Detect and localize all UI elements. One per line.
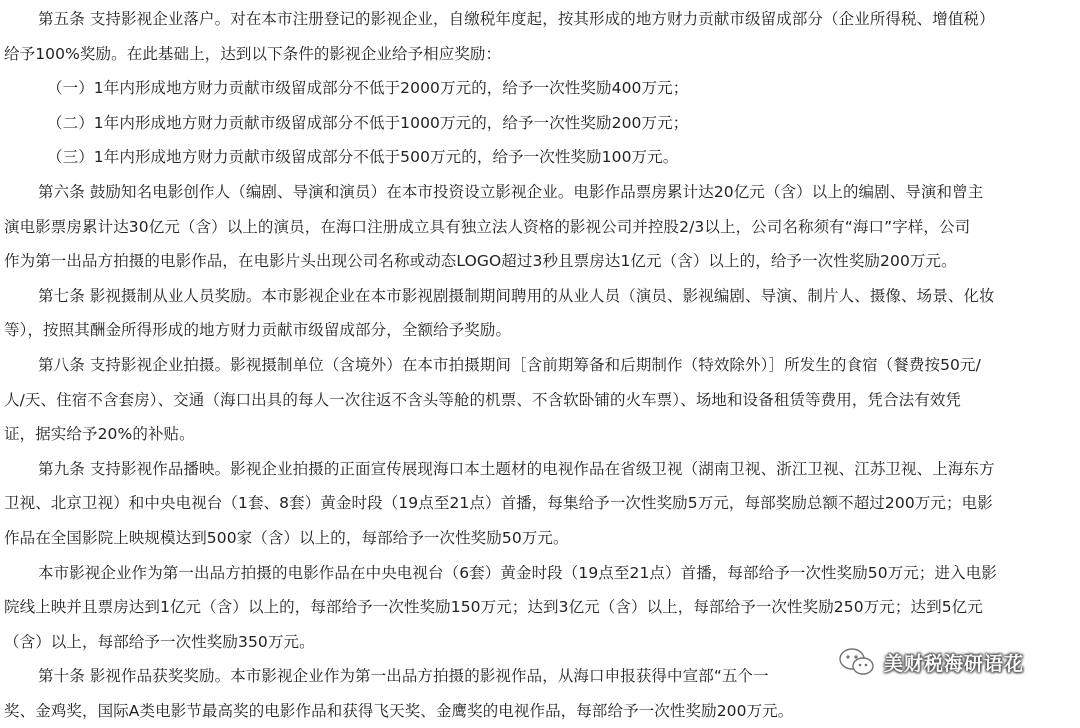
article-6-line-2: 演电影票房累计达30亿元（含）以上的演员，在海口注册成立具有独立法人资格的影视公司并控股2/3以上，公司名称须有“海口”字样，公司 bbox=[4, 217, 971, 236]
article-9-line-1: 第九条 支持影视作品播映。影视企业拍摄的正面宣传展现海口本土题材的电视作品在省级卫视（湖南卫视、浙江卫视、江苏卫视、上海东方 bbox=[38, 459, 995, 478]
document-body bbox=[0, 2, 1080, 728]
article-10-line-2: 奖、金鸡奖，国际A类电影节最高奖的电影作品和获得飞天奖、金鹰奖的电视作品，每部给予一次性奖励200万元。 bbox=[4, 701, 794, 720]
article-5-item-3: （三）1年内形成地方财力贡献市级留成部分不低于500万元的，给予一次性奖励100万元。 bbox=[47, 148, 679, 167]
article-9-para-2-line-1: 本市影视企业作为第一出品方拍摄的电影作品在中央电视台（6套）黄金时段（19点至21点）首播，每部给予一次性奖励50万元；进入电影 bbox=[38, 563, 997, 582]
article-7-line-2: 等），按照其酬金所得形成的地方财力贡献市级留成部分，全额给予奖励。 bbox=[4, 321, 512, 340]
watermark bbox=[838, 645, 1024, 679]
watermark-text: 美财税海研语花 bbox=[884, 652, 1025, 675]
article-8-line-1: 第八条 支持影视企业拍摄。影视摄制单位（含境外）在本市拍摄期间［含前期筹备和后期制作（特效除外）］所发生的食宿（餐费按50元/ bbox=[38, 355, 981, 374]
article-8-line-2: 人/天、住宿不含套房）、交通（海口出具的每人一次往返不含头等舱的机票、不含软卧铺的火车票）、场地和设备租赁等费用，凭合法有效凭 bbox=[4, 390, 962, 409]
article-9-line-3: 作品在全国影院上映规模达到500家（含）以上的，每部给予一次性奖励50万元。 bbox=[4, 528, 569, 547]
article-8-line-3: 证，据实给予20%的补贴。 bbox=[4, 425, 195, 444]
wechat-icon bbox=[838, 647, 876, 677]
article-5-line-2: 给予100%奖励。在此基础上，达到以下条件的影视企业给予相应奖励： bbox=[4, 44, 502, 63]
article-5-line-1: 第五条 支持影视企业落户。对在本市注册登记的影视企业，自缴税年度起，按其形成的地方财力贡献市级留成部分（企业所得税、增值税） bbox=[38, 10, 995, 28]
article-5-item-1: （一）1年内形成地方财力贡献市级留成部分不低于2000万元的，给予一次性奖励400万元； bbox=[47, 79, 689, 98]
article-9-line-2: 卫视、北京卫视）和中央电视台（1套、8套）黄金时段（19点至21点）首播，每集给予一次性奖励5万元，每部奖励总额不超过200万元；电影 bbox=[4, 494, 993, 513]
article-9-para-2-line-2: 院线上映并且票房达到1亿元（含）以上的，每部给予一次性奖励150万元；达到3亿元（含）以上，每部给予一次性奖励250万元；达到5亿元 bbox=[4, 598, 983, 617]
article-5-item-2: （二）1年内形成地方财力贡献市级留成部分不低于1000万元的，给予一次性奖励200万元； bbox=[47, 113, 689, 132]
article-7-line-1: 第七条 影视摄制从业人员奖励。本市影视企业在本市影视剧摄制期间聘用的从业人员（演员、影视编剧、导演、制片人、摄像、场景、化妆 bbox=[38, 286, 995, 305]
article-10-line-1: 第十条 影视作品获奖奖励。本市影视企业作为第一出品方拍摄的影视作品，从海口申报获得中宣部“五个一 bbox=[38, 667, 769, 686]
article-9-para-2-line-3: （含）以上，每部给予一次性奖励350万元。 bbox=[4, 632, 315, 651]
article-6-line-3: 作为第一出品方拍摄的电影作品，在电影片头出现公司名称或动态LOGO超过3秒且票房达1亿元（含）以上的，给予一次性奖励200万元。 bbox=[4, 252, 957, 271]
article-6-line-1: 第六条 鼓励知名电影创作人（编剧、导演和演员）在本市投资设立影视企业。电影作品票房累计达20亿元（含）以上的编剧、导演和曾主 bbox=[38, 182, 984, 201]
